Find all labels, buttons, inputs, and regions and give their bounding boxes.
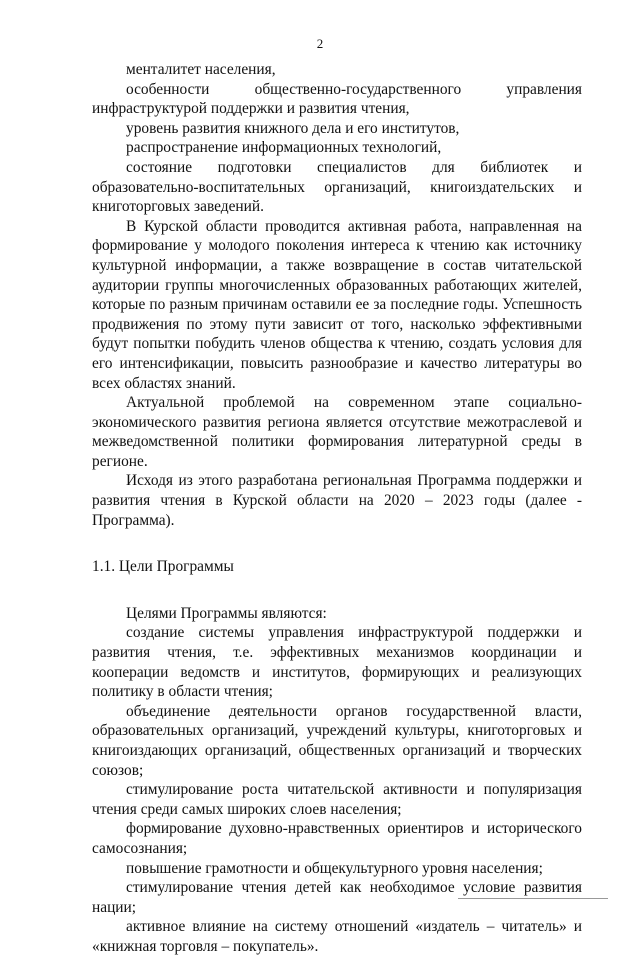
goal-item: объединение деятельности органов государственной власти, образовательных организаций, учреждений культуры, книготорговых и книгоиздающих организаций, общественных организаций и творческих союзов; (92, 702, 582, 779)
section-heading: 1.1. Цели Программы (92, 558, 234, 576)
paragraph: менталитет населения, (126, 61, 276, 78)
paragraph: Актуальной проблемой на современном этапе социально-экономического развития региона является отсутствие межотраслевой и межведомственной политики формирования литературной среды в регионе. (92, 394, 582, 470)
paragraph: Исходя из этого разработана региональная Программа поддержки и развития чтения в Курской области на 2020 – 2023 годы (далее - Программа). (92, 472, 582, 529)
paragraph: особенности общественно-государственного управления инфраструктурой поддержки и развития чтения, (92, 80, 582, 118)
footer-rule (458, 898, 608, 899)
goal-item: Целями Программы являются: (126, 604, 327, 622)
page-number: 2 (316, 36, 324, 51)
paragraph: распространение информационных технологий, (126, 139, 442, 157)
paragraph: состояние подготовки специалистов для библиотек и образовательно-воспитательных организаций, книгоиздательских и книготорговых заведений. (92, 158, 582, 216)
goal-item: стимулирование роста читательской активности и популяризация чтения среди самых широких слоев населения; (92, 781, 582, 818)
goals-paragraphs (92, 604, 582, 957)
document-body (92, 60, 582, 957)
goal-item: формирование духовно-нравственных ориентиров и исторического самосознания; (92, 820, 582, 857)
goal-item: повышение грамотности и общекультурного уровня населения; (126, 859, 543, 877)
paragraph: В Курской области проводится активная работа, направленная на формирование у молодого поколения интереса к чтению как источнику культурной информации, а также возвращение в состав читательской аудитории группы многочисленных образованных работающих жителей, которые по разным причинам оставили ее за последние годы. Успешность продвижения по этому пути зависит от того, насколько эффективными будут попытки побудить членов общества к чтению, создать условия для его интенсификации, повысить разнообразие и качество литературы во всех областях знаний. (92, 217, 582, 392)
goal-item: стимулирование чтения детей как необходимое условие развития нации; (92, 879, 582, 916)
goal-item: активное влияние на систему отношений «издатель – читатель» и «книжная торговля – покупатель». (92, 918, 582, 955)
intro-paragraphs (92, 60, 582, 530)
paragraph: уровень развития книжного дела и его институтов, (126, 119, 460, 137)
goal-item: создание системы управления инфраструктурой поддержки и развития чтения, т.е. эффективных механизмов координации и кооперации ведомств и институтов, формирующих и реализующих политику в области чтения; (92, 624, 582, 701)
